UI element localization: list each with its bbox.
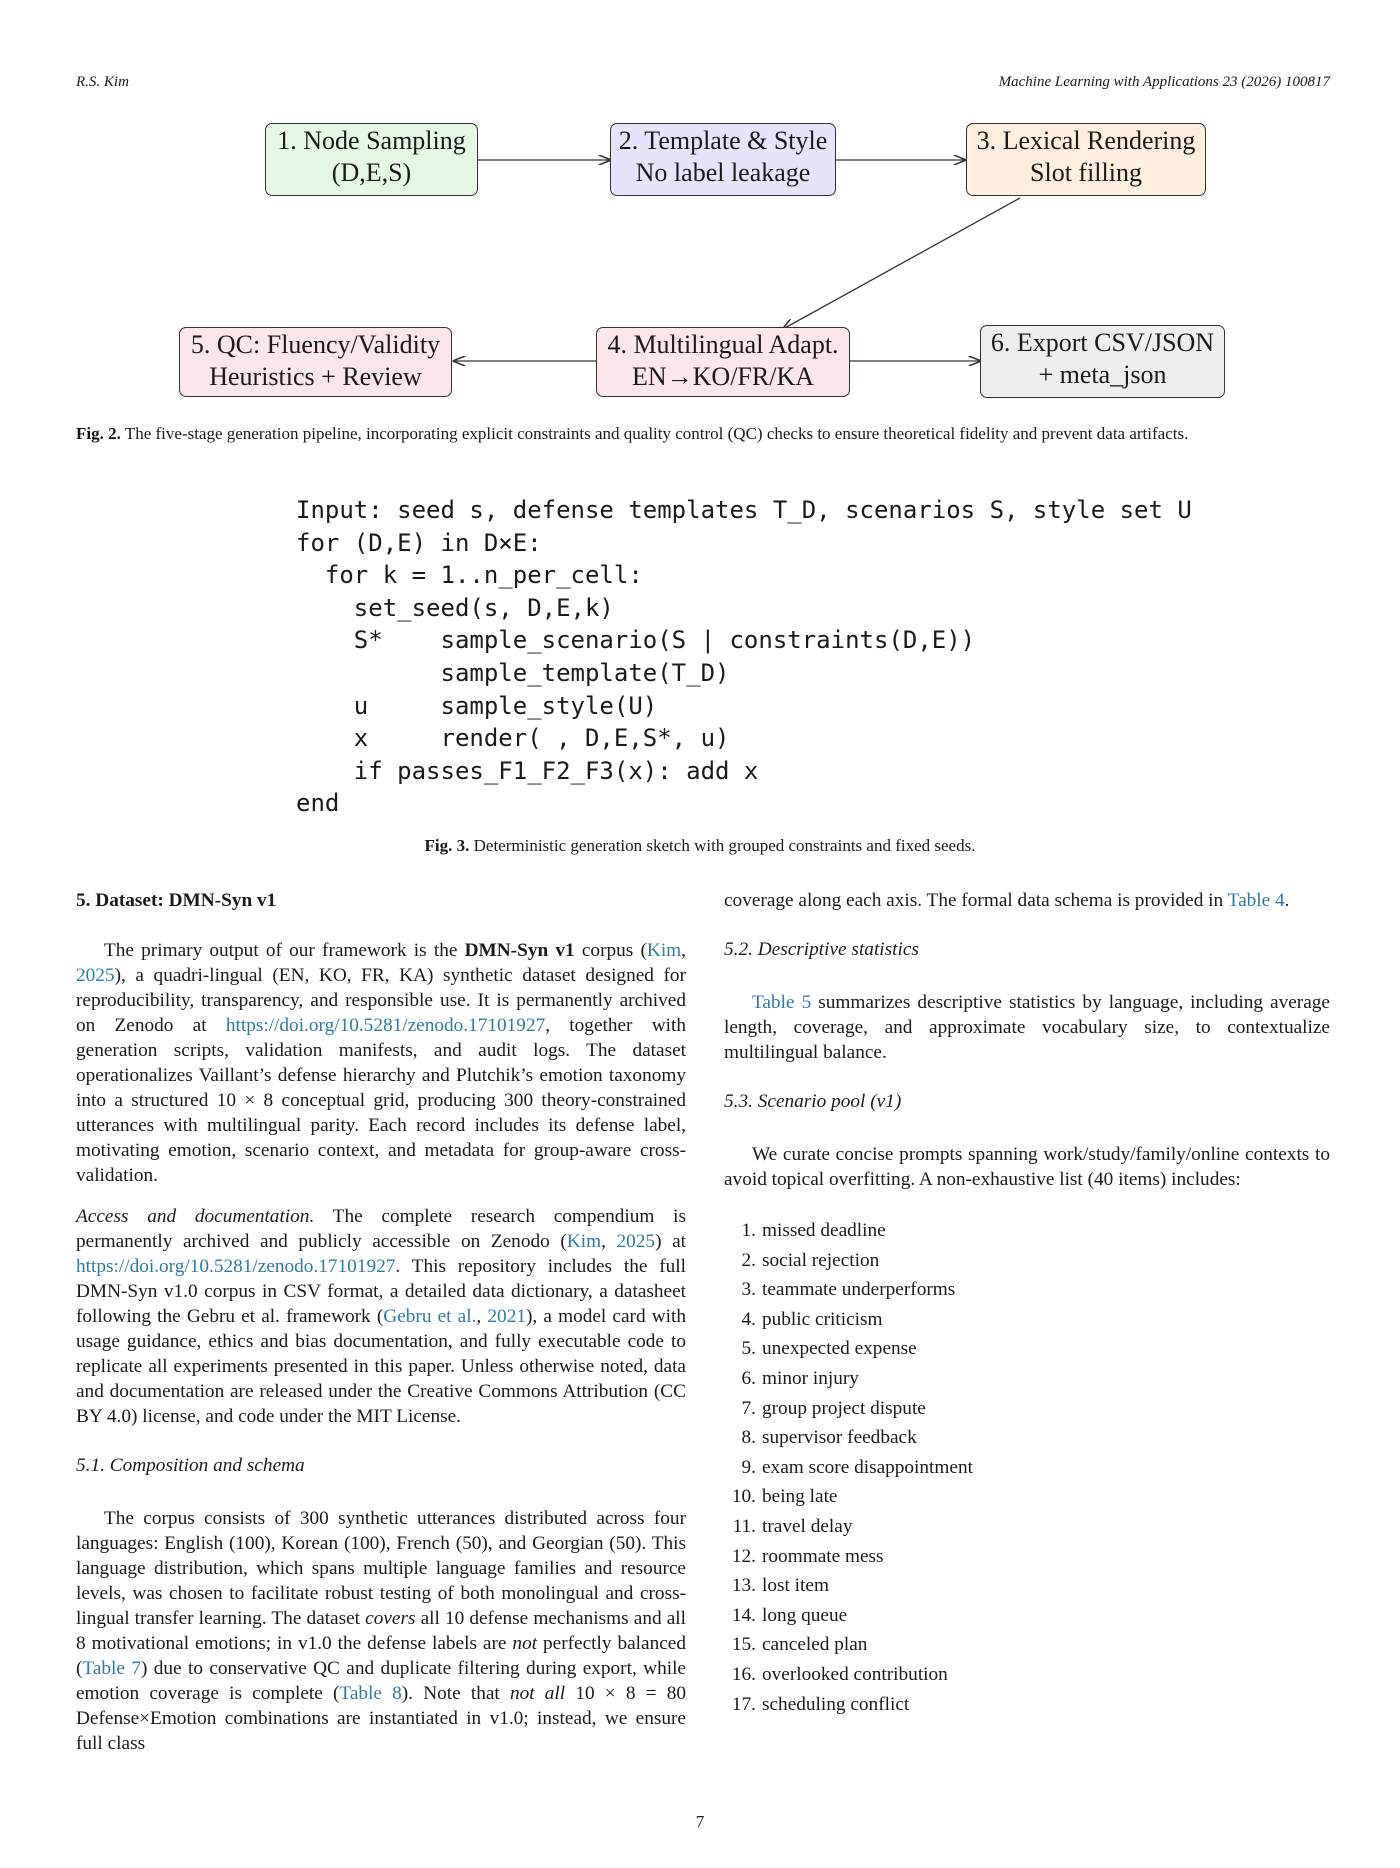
scenario-number: 1. [741,1220,756,1241]
scenario-item [724,1364,1330,1394]
subsection-heading: 5.3. Scenario pool (v1) [724,1091,902,1112]
scenario-item [724,1275,1330,1305]
scenario-number: 7. [741,1397,756,1419]
scenario-text: supervisor feedback [762,1427,917,1449]
figure-2-caption [76,422,1330,445]
subsection-heading: 5.2. Descriptive statistics [724,939,919,960]
scenario-number: 16. [731,1663,756,1685]
paragraph-composition-continued: coverage along each axis. The formal data schema is provided in Table 4. [724,890,1290,911]
scenario-text: overlooked contribution [762,1663,948,1685]
pipeline-node-template-style [610,123,836,196]
paragraph-scenarios: We curate concise prompts spanning work/study/family/online contexts to avoid topical overfitting. A non-exhaustive list (40 items) includes: [724,1144,1330,1190]
node-title: 5. QC: Fluency/Validity [190,330,441,359]
citation-link[interactable]: 2021 [487,1306,526,1327]
section-heading: 5. Dataset: DMN-Syn v1 [76,890,277,911]
scenario-item [724,1630,1330,1660]
citation-link[interactable]: Kim [646,940,682,961]
code-line: set_seed(s, D,E,k) [296,593,614,622]
pipeline-node-lexical-rendering [966,123,1206,196]
zenodo-doi-link[interactable]: https://doi.org/10.5281/zenodo.17101927 [225,1015,546,1036]
scenario-text: teammate underperforms [762,1279,956,1301]
pipeline-node-qc [179,327,452,397]
scenario-text: canceled plan [762,1634,868,1656]
scenario-item [724,1542,1330,1572]
caption-label: Fig. 3. [424,836,470,855]
arrow-3-to-4 [783,198,1020,329]
scenario-text: minor injury [762,1367,859,1389]
scenario-number: 2. [741,1249,756,1271]
node-title: 3. Lexical Rendering [976,126,1196,155]
table-ref-link[interactable]: Table 7 [82,1658,141,1679]
paragraph-composition: The corpus consists of 300 synthetic utterances distributed across four languages: English (100), Korean (100), French (50), and Georgian (50). This language distribution, which spans multiple language families and resource levels, was chosen to facilitate robust testing of both monolingual and cross-lingual transfer learning. The dataset covers all 10 defense mechanisms and all 8 motivational emotions; in v1.0 the defense labels are not perfectly balanced (Table 7) due to conservative QC and duplicate filtering during export, while emotion coverage is complete (Table 8). Note that not all 10 × 8 = 80 Defense×Emotion combinations are instantiated in v1.0; instead, we ensure full class [76,1508,686,1754]
continued-text: coverage along each axis. The formal data schema is provided in [724,890,1228,911]
page-number: 7 [695,1812,705,1831]
scenario-text: roommate mess [762,1545,884,1567]
table-ref-link[interactable]: Table 5 [752,992,812,1013]
citation-link[interactable]: 2025 [616,1231,656,1252]
scenario-text: long queue [762,1604,848,1626]
caption-label: Fig. 2. [76,424,121,443]
node-subtitle: No label leakage [635,158,811,187]
code-line: if passes_F1_F2_F3(x): add x [296,756,759,785]
scenario-number: 6. [741,1367,756,1389]
code-line: u sample_style(U) [296,691,658,720]
scenario-list [724,1216,1330,1719]
code-line: sample_template(T_D) [296,658,730,687]
scenario-text: travel delay [762,1515,853,1537]
node-title: 4. Multilingual Adapt. [607,330,839,359]
node-title: 1. Node Sampling [277,126,466,155]
citation-link[interactable]: Gebru et al. [383,1306,477,1327]
scenario-number: 4. [741,1308,756,1330]
scenario-number: 12. [731,1545,756,1567]
scenario-item [724,1601,1330,1631]
scenario-text: scheduling conflict [762,1693,910,1715]
node-subtitle: EN→KO/FR/KA [631,362,814,391]
scenario-number: 8. [741,1427,756,1449]
scenario-item [724,1453,1330,1483]
scenario-number: 3. [741,1279,756,1301]
scenario-item [724,1482,1330,1512]
pipeline-node-sampling [265,123,478,196]
figure-3-caption [0,834,1400,857]
scenario-number: 15. [731,1634,756,1656]
left-column [76,888,686,1756]
node-title: 2. Template & Style [618,126,828,155]
scenario-text: lost item [762,1575,829,1597]
code-line: S* sample_scenario(S | constraints(D,E)) [296,626,976,655]
node-title: 6. Export CSV/JSON [990,328,1215,357]
scenario-item [724,1660,1330,1690]
scenario-number: 13. [731,1575,756,1597]
code-line: for k = 1..n_per_cell: [296,561,643,590]
scenario-number: 14. [731,1604,756,1626]
scenario-item [724,1305,1330,1335]
right-column [724,888,1330,1719]
node-subtitle: Heuristics + Review [209,362,422,391]
scenario-text: missed deadline [762,1220,886,1241]
citation-link[interactable]: Kim [566,1231,602,1252]
scenario-text: exam score disappointment [762,1456,973,1478]
zenodo-doi-link[interactable]: https://doi.org/10.5281/zenodo.17101927 [76,1256,396,1277]
scenario-text: group project dispute [762,1397,926,1419]
scenario-number: 11. [732,1515,756,1537]
scenario-number: 5. [741,1338,756,1360]
figure-3-code [296,494,1192,820]
pipeline-node-multilingual [596,327,850,397]
running-header-author: R.S. Kim [76,74,129,90]
scenario-text: being late [762,1486,838,1508]
scenario-number: 17. [731,1693,756,1715]
pipeline-node-export [980,325,1225,398]
paragraph-intro: The primary output of our framework is the DMN-Syn v1 corpus (Kim, 2025), a quadri-lingual (EN, KO, FR, KA) synthetic dataset designed for reproducibility, transparency, and responsible use. It is permanently archived on Zenodo at https://doi.org/10.5281/zenodo.17101927, together with generation scripts, validation manifests, and audit logs. The dataset operationalizes Vaillant’s defense hierarchy and Plutchik’s emotion taxonomy into a structured 10 × 8 conceptual grid, producing 300 theory-constrained utterances with multilingual parity. Each record includes its defense label, motivating emotion, scenario context, and metadata for group-aware cross-validation. [76,940,686,1186]
scenario-item [724,1571,1330,1601]
caption-text: Deterministic generation sketch with grouped constraints and fixed seeds. [473,836,976,855]
code-line: Input: seed s, defense templates T_D, scenarios S, style set U [296,496,1192,524]
scenario-text: social rejection [762,1249,880,1271]
node-subtitle: (D,E,S) [331,158,412,187]
running-header-journal: Machine Learning with Applications 23 (2026) 100817 [998,74,1330,90]
runin-heading: Access and documentation. [76,1206,315,1227]
scenario-item [724,1246,1330,1276]
scenario-text: public criticism [762,1308,883,1330]
paragraph-statistics: Table 5 summarizes descriptive statistics by language, including average length, coverage, and approximate vocabulary size, to contextualize multilingual balance. [724,992,1330,1063]
scenario-number: 9. [741,1456,756,1478]
scenario-item [724,1334,1330,1364]
scenario-item [724,1394,1330,1424]
scenario-item [724,1690,1330,1720]
node-subtitle: Slot filling [1030,158,1142,187]
table-ref-link[interactable]: Table 4 [1227,890,1285,911]
code-line: x render( , D,E,S*, u) [296,724,730,753]
caption-text: The five-stage generation pipeline, incorporating explicit constraints and quality control (QC) checks to ensure theoretical fidelity and prevent data artifacts. [124,424,1189,443]
code-line: for (D,E) in D×E: [296,528,542,557]
paragraph-access: Access and documentation. The complete research compendium is permanently archived and publicly accessible on Zenodo (Kim, 2025) at https://doi.org/10.5281/zenodo.17101927. This repository includes the full DMN-Syn v1.0 corpus in CSV format, a detailed data dictionary, a datasheet following the Gebru et al. framework (Gebru et al., 2021), a model card with usage guidance, ethics and bias documentation, and fully executable code to replicate all experiments presented in this paper. Unless otherwise noted, data and documentation are released under the Creative Commons Attribution (CC BY 4.0) license, and code under the MIT License. [76,1206,687,1427]
citation-link[interactable]: 2025 [76,965,115,986]
table-ref-link[interactable]: Table 8 [339,1683,402,1704]
scenario-item [724,1423,1330,1453]
scenario-item [724,1216,1330,1246]
subsection-heading: 5.1. Composition and schema [76,1455,305,1476]
scenario-item [724,1512,1330,1542]
scenario-text: unexpected expense [762,1338,917,1360]
node-subtitle: + meta_json [1038,360,1167,389]
code-line: end [296,789,340,818]
scenario-number: 10. [731,1486,756,1508]
